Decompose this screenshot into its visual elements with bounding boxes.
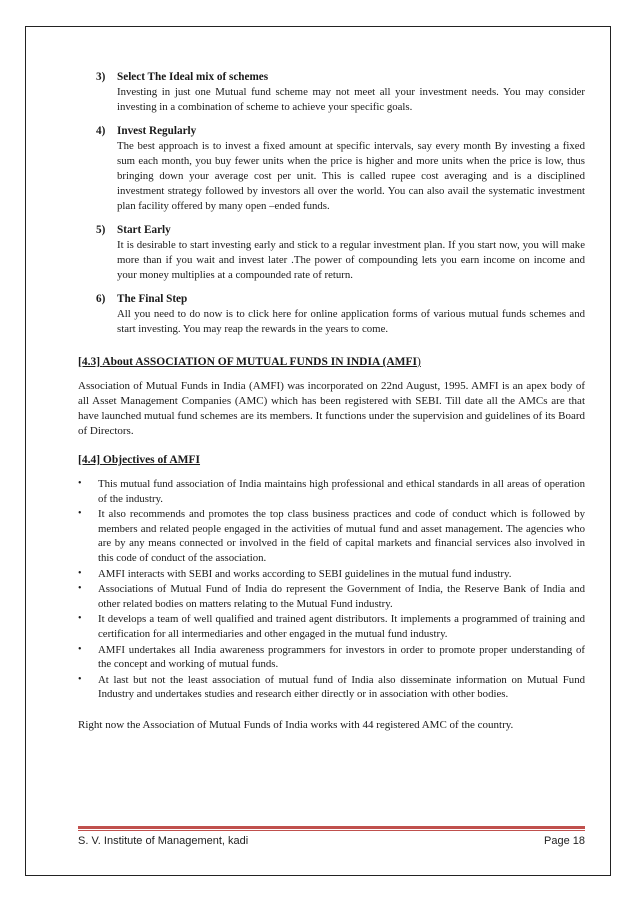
footer-institute: S. V. Institute of Management, kadi <box>78 835 249 847</box>
bullet-icon: • <box>78 583 82 595</box>
step-4 <box>96 124 585 214</box>
section-4-4-heading <box>78 453 585 468</box>
list-item: • AMFI undertakes all India awareness programmers for investors in order to promote proper understanding of the concept and working of mutual funds. <box>78 643 585 671</box>
section-title: Objectives of AMFI <box>102 454 201 466</box>
page-footer <box>78 835 585 847</box>
footer-rule-thin <box>78 830 585 831</box>
bullet-icon: • <box>78 643 82 655</box>
step-6 <box>96 292 585 337</box>
bullet-icon: • <box>78 673 82 685</box>
list-item: • This mutual fund association of India maintains high professional and ethical standards in all areas of operation of the industry. <box>78 478 585 505</box>
section-number: [4.3] <box>78 356 101 368</box>
section-4-3-heading <box>78 355 585 370</box>
step-number: 4) <box>96 125 106 137</box>
step-title: Invest Regularly <box>117 125 197 137</box>
step-number: 3) <box>96 71 106 83</box>
amfi-intro-paragraph: Association of Mutual Funds in India (AMFI) was incorporated on 22nd August, 1995. AMFI is an apex body of all Asset Management Companies (AMC) which has been registered with SEBI. Till date all the AMCs are that have launched mutual fund schemes are its members. It functions under the supervision and guidelines of its Board of Directors. <box>78 380 585 437</box>
section-title: About ASSOCIATION OF MUTUAL FUNDS IN INDIA (AMFI <box>102 356 417 368</box>
section-title-close: ) <box>417 356 421 368</box>
step-number: 6) <box>96 293 106 305</box>
page-number: Page 18 <box>544 835 585 847</box>
list-item: • AMFI interacts with SEBI and works according to SEBI guidelines in the mutual fund industry. <box>78 567 512 580</box>
step-text: The best approach is to invest a fixed amount at specific intervals, say every month By investing a fixed sum each month, you buy fewer units when the price is higher and more units when the price is low, thus bringing down your average cost per unit. This is called rupee cost averaging and is a disciplined investment strategy followed by investors all over the world. You can also avail the systematic investment plan facility offered by many open –ended funds. <box>117 140 585 212</box>
step-3 <box>96 70 585 115</box>
step-5 <box>96 223 585 283</box>
bullet-icon: • <box>78 613 82 625</box>
step-number: 5) <box>96 224 106 236</box>
amfi-objectives-list <box>78 477 585 702</box>
step-title: Start Early <box>117 224 171 236</box>
step-text: All you need to do now is to click here for online application forms of various mutual funds schemes and start investing. You may reap the rewards in the years to come. <box>117 308 585 335</box>
bullet-icon: • <box>78 508 82 520</box>
footer-rule <box>78 826 585 829</box>
bullet-icon: • <box>78 478 82 489</box>
list-item: • Associations of Mutual Fund of India do represent the Government of India, the Reserve Bank of India and other related bodies on matters relating to the Mutual Fund industry. <box>78 583 585 610</box>
list-item: • It also recommends and promotes the top class business practices and code of conduct which is followed by members and related people engaged in the activities of mutual fund and asset management. The agencies who are by any means connected or involved in the field of capital markets and financial services also involved in this code of conduct of the association. <box>78 508 585 564</box>
step-text: Investing in just one Mutual fund scheme may not meet all your investment needs. You may consider investing in a combination of scheme to achieve your specific goals. <box>117 86 585 113</box>
list-item: • At last but not the least association of mutual fund of India also disseminate information on Mutual Fund Industry and undertakes studies and research either directly or in association with other bodies. <box>78 673 585 701</box>
step-title: The Final Step <box>117 293 188 305</box>
bullet-icon: • <box>78 567 82 579</box>
step-title: Select The Ideal mix of schemes <box>117 71 269 83</box>
section-number: [4.4] <box>78 454 101 466</box>
step-text: It is desirable to start investing early and stick to a regular investment plan. If you start now, you will make more than if you wait and invest later .The power of compounding lets you earn income on income and your money multiplies at a compounded rate of return. <box>117 239 585 281</box>
page-content <box>78 70 585 733</box>
list-item: • It develops a team of well qualified and trained agent distributors. It implements a programmed of training and certification for all intermediaries and other engaged in the mutual fund industry. <box>78 613 585 640</box>
closing-paragraph: Right now the Association of Mutual Funds of India works with 44 registered AMC of the country. <box>78 718 514 731</box>
